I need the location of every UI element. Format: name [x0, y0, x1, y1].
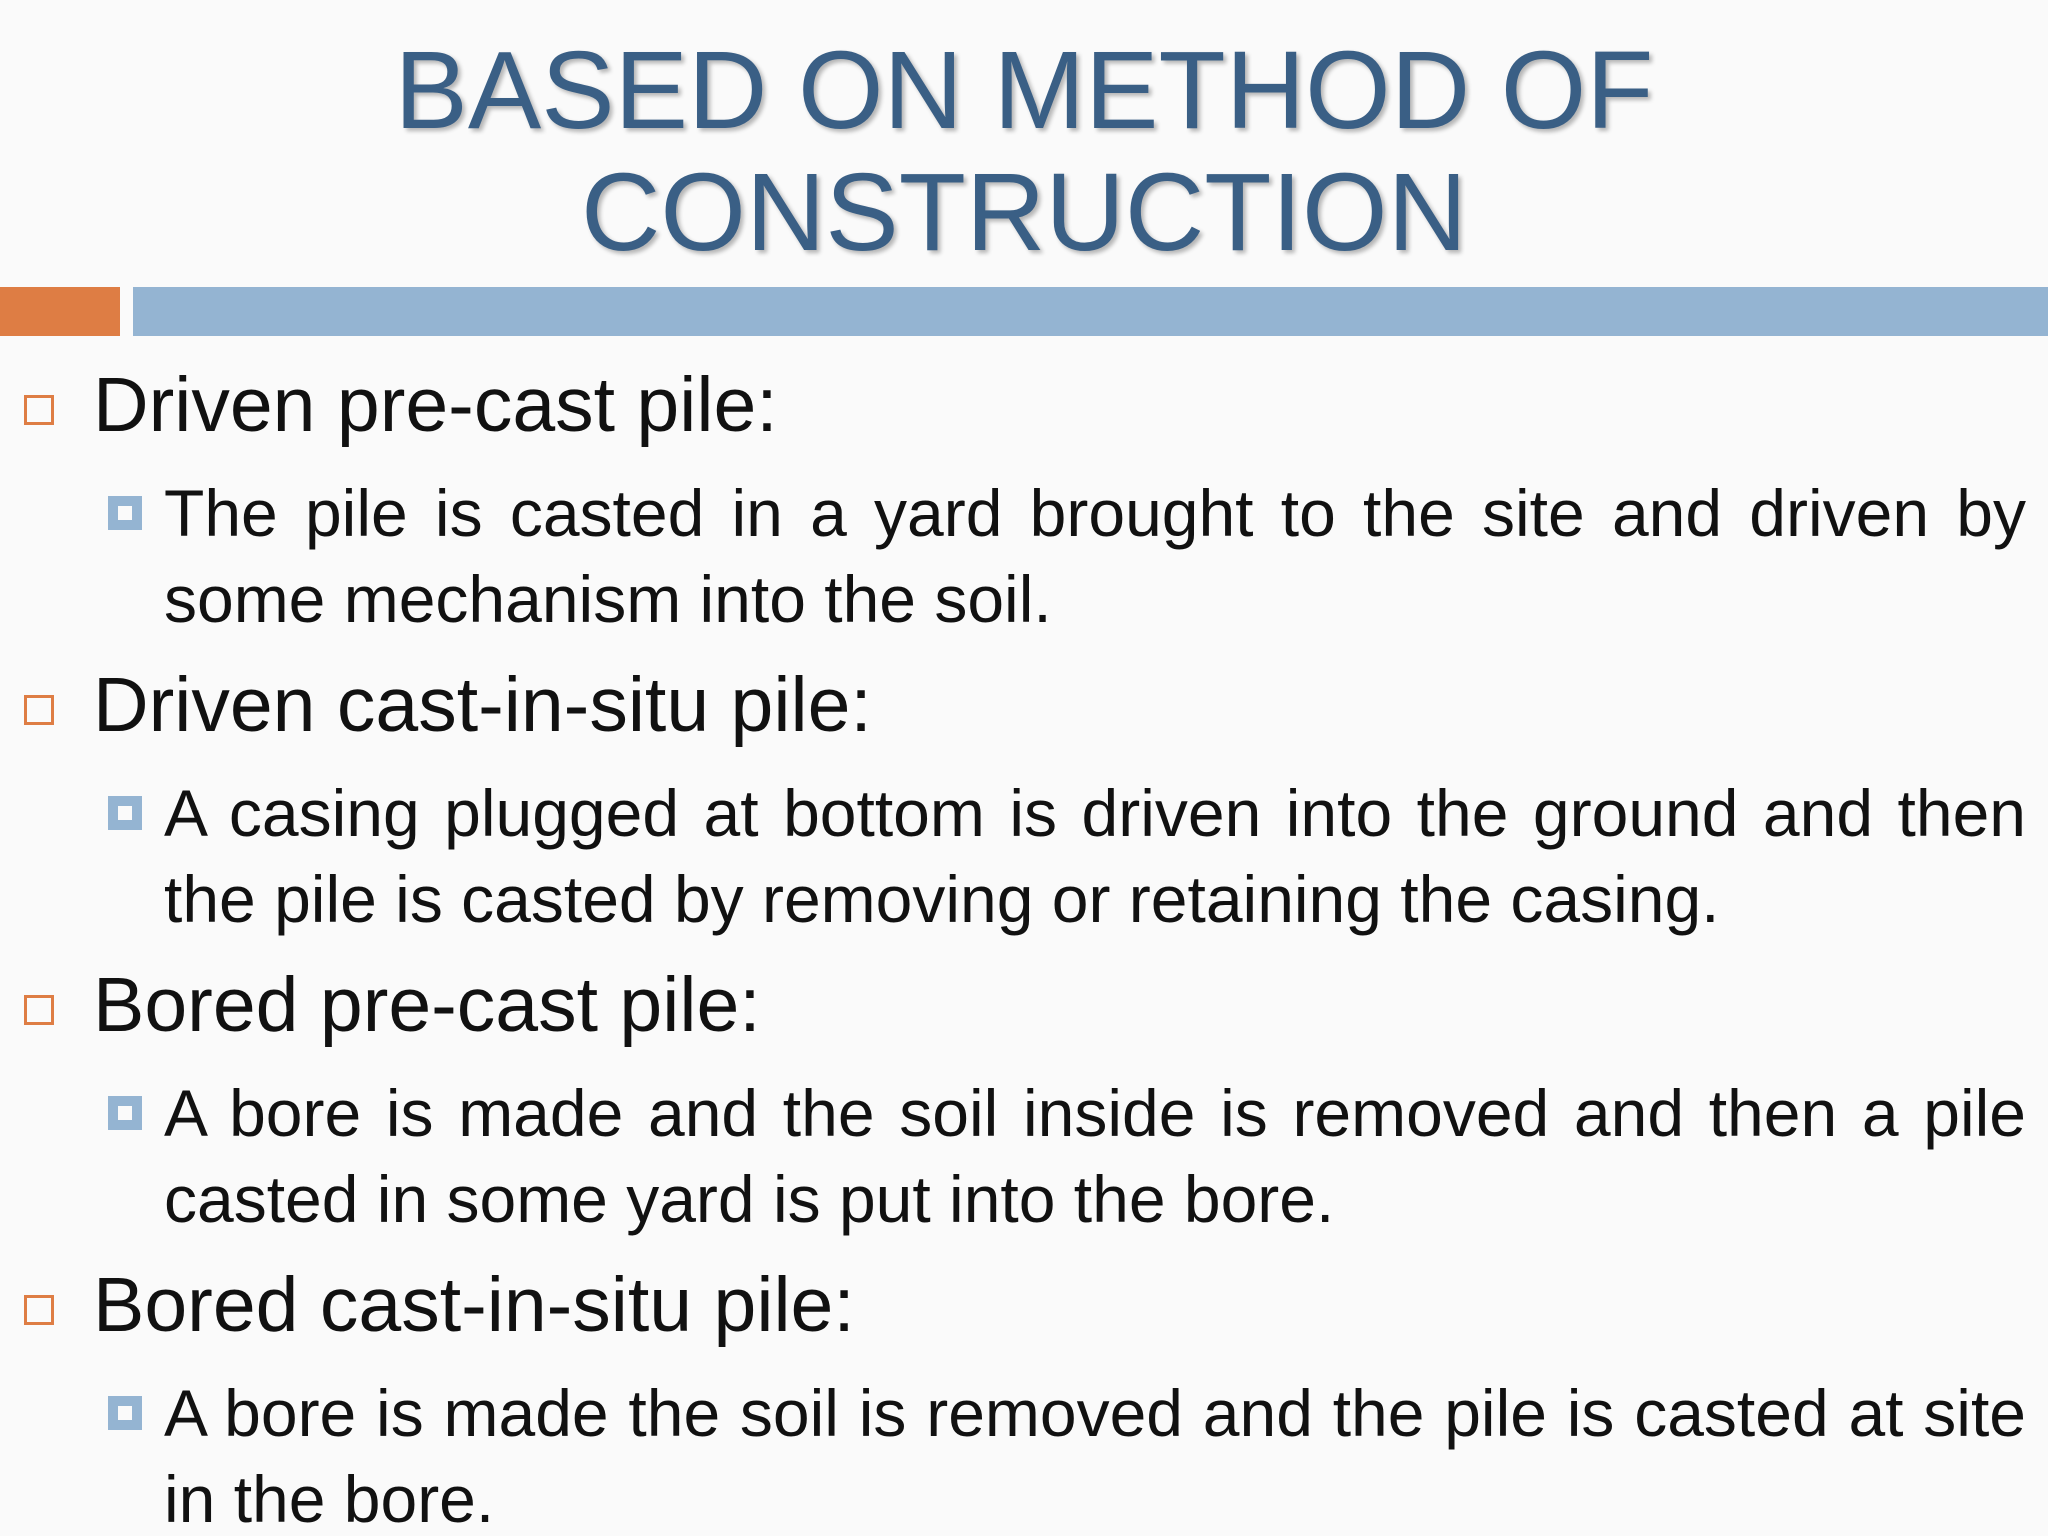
- square-bullet-icon: [24, 395, 54, 425]
- slide-title: [200, 30, 1848, 274]
- item-heading: Driven pre-cast pile:: [93, 362, 778, 448]
- item-heading: Bored pre-cast pile:: [93, 962, 761, 1048]
- title-line-1: BASED ON METHOD OF: [394, 29, 1654, 152]
- square-bullet-icon: [24, 695, 54, 725]
- item-detail: A bore is made the soil is removed and the pile is casted at site in the bore.: [164, 1376, 2026, 1536]
- square-bullet-icon: [24, 1295, 54, 1325]
- item-detail: The pile is casted in a yard brought to the site and driven by some mechanism into the soil.: [164, 476, 2026, 636]
- square-sub-bullet-icon: [108, 796, 142, 830]
- item-heading: Driven cast-in-situ pile:: [93, 662, 872, 748]
- divider-bar: [133, 287, 2048, 336]
- square-sub-bullet-icon: [108, 1096, 142, 1130]
- square-bullet-icon: [24, 995, 54, 1025]
- accent-bar: [0, 287, 120, 336]
- item-detail: A bore is made and the soil inside is removed and then a pile casted in some yard is put into the bore.: [164, 1076, 2026, 1236]
- item-detail: A casing plugged at bottom is driven into the ground and then the pile is casted by removing or retaining the casing.: [164, 776, 2026, 936]
- item-heading: Bored cast-in-situ pile:: [93, 1262, 855, 1348]
- square-sub-bullet-icon: [108, 1396, 142, 1430]
- title-line-2: CONSTRUCTION: [580, 151, 1468, 274]
- square-sub-bullet-icon: [108, 496, 142, 530]
